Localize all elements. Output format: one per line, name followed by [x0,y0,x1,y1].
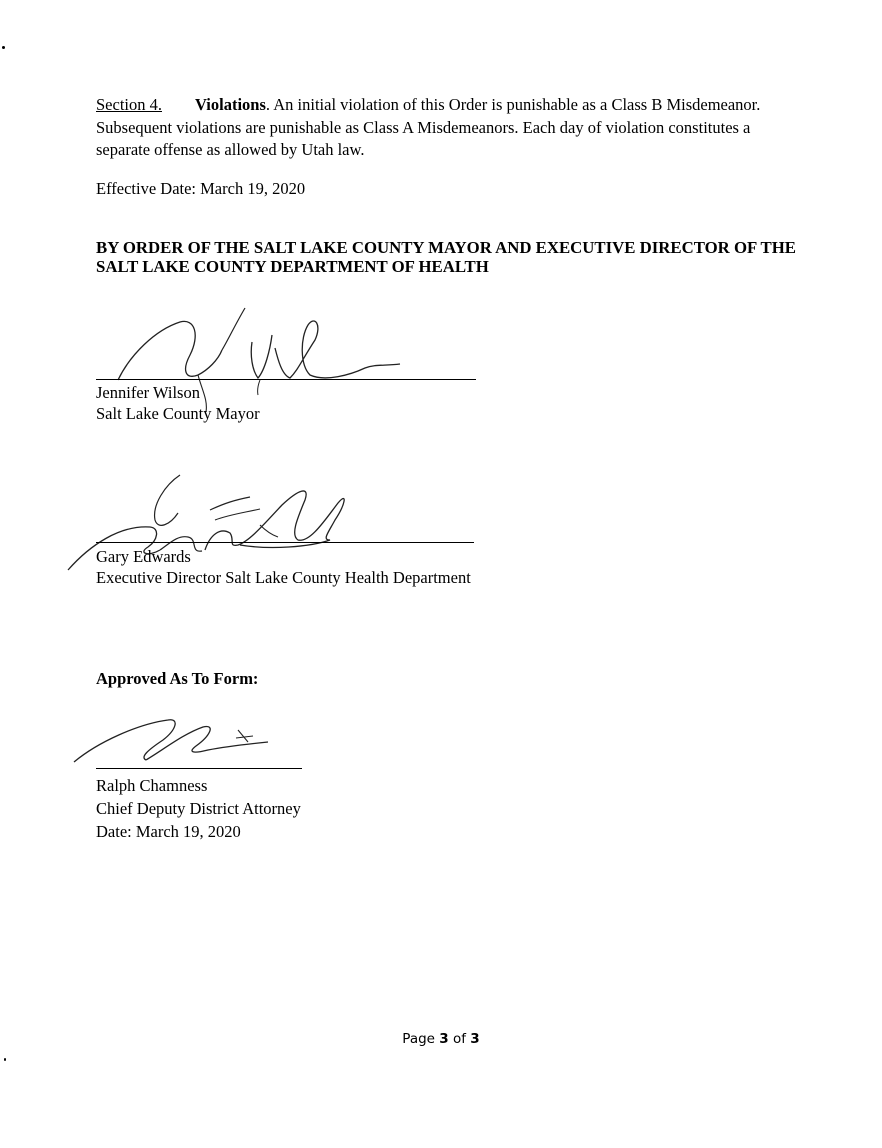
approved-heading: Approved As To Form: [96,669,259,688]
page-current: 3 [439,1031,449,1047]
attorney-signature [68,712,288,772]
health-director-name: Gary Edwards [96,547,191,566]
section-4-paragraph [96,94,776,162]
page-number [0,1030,882,1048]
approval-date: Date: March 19, 2020 [96,822,241,841]
section-4-label: Section 4. [96,95,162,114]
page-prefix: Page [402,1031,440,1047]
health-director-signature-line [96,542,474,543]
mayor-name: Jennifer Wilson [96,383,200,402]
health-director-title: Executive Director Salt Lake County Health Department [96,568,471,587]
attorney-signature-line [96,768,302,769]
page-middle: of [448,1031,471,1047]
attorney-title: Chief Deputy District Attorney [96,799,301,818]
effective-date: Effective Date: March 19, 2020 [96,179,306,198]
section-4-body: . An initial violation of this Order is punishable as a Class B Misdemeanor. Subsequent violations are punishable as Class A Misdemeanors. Each day of violation constitutes a separate offense as allowed by Utah law. [96,95,761,159]
section-4-title: Violations [195,95,266,114]
attorney-name: Ralph Chamness [96,776,208,795]
order-heading: BY ORDER OF THE SALT LAKE COUNTY MAYOR AND EXECUTIVE DIRECTOR OF THE SALT LAKE COUNTY DEPARTMENT OF HEALTH [96,238,796,276]
page-total: 3 [470,1031,480,1047]
mayor-title: Salt Lake County Mayor [96,404,260,423]
scan-speck [2,46,5,49]
scan-speck [4,1058,6,1061]
mayor-signature-line [96,379,476,380]
